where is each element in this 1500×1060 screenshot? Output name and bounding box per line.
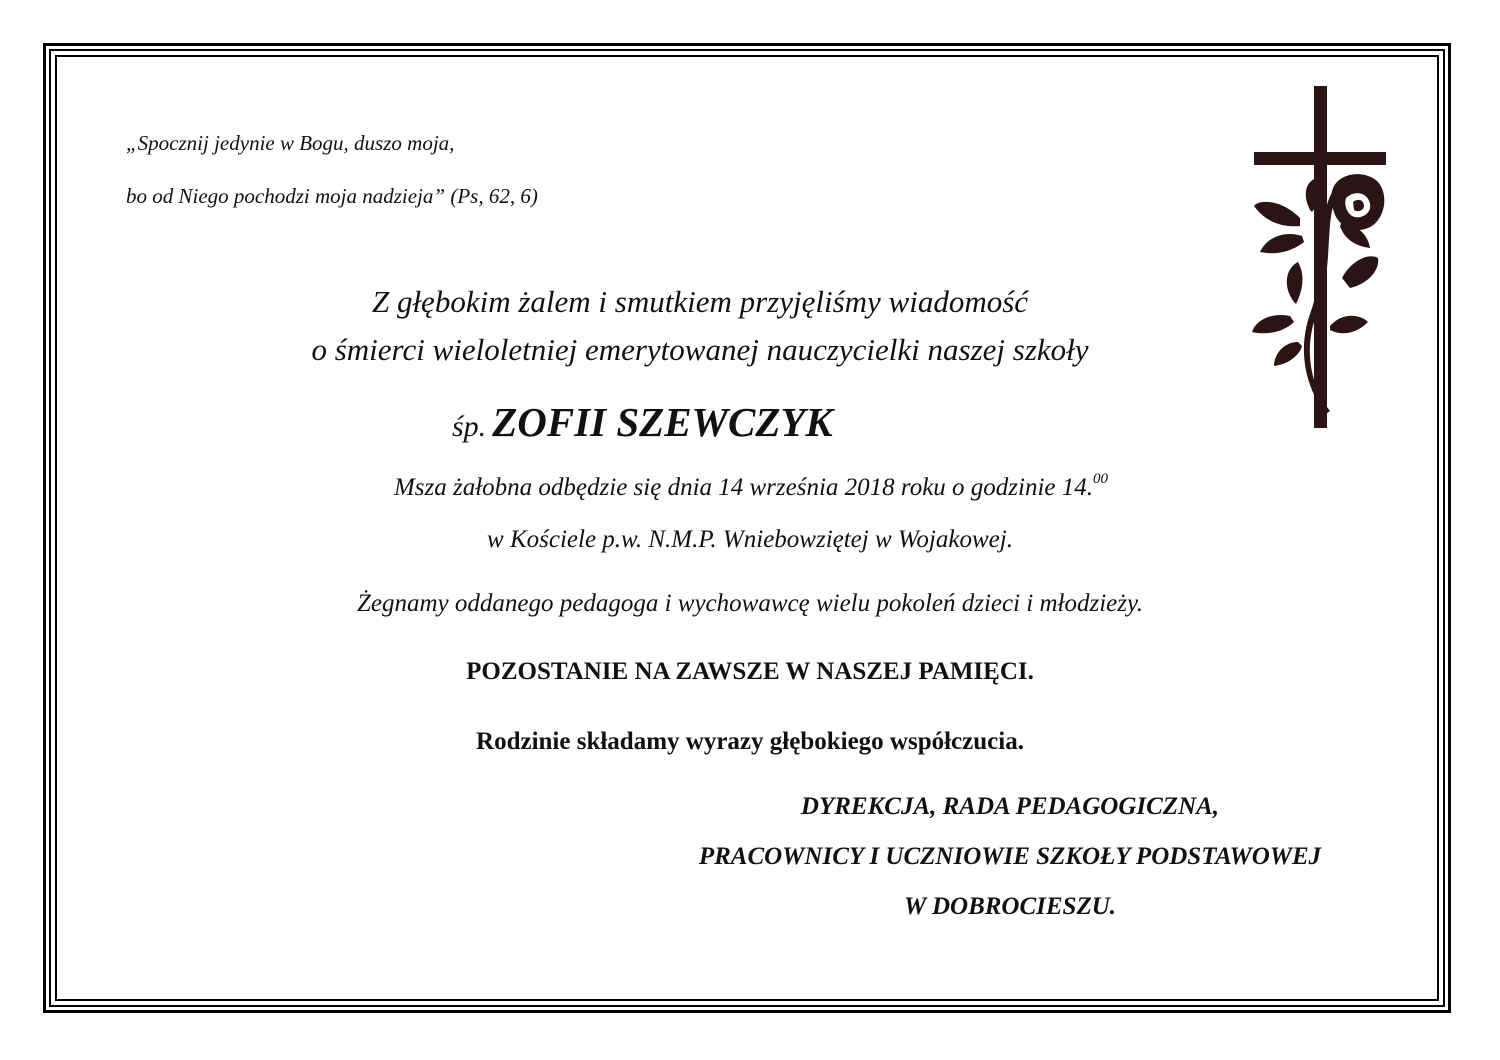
signature-line-2: PRACOWNICY I UCZNIOWIE SZKOŁY PODSTAWOWEJ (698, 843, 1322, 870)
leaf-5 (1287, 262, 1303, 304)
rose-bud (1342, 256, 1378, 288)
mass-time-minutes: 00 (1093, 471, 1109, 487)
announcement-line-1: Z głębokim żalem i smutkiem przyjęliśmy wiadomość (371, 284, 1029, 319)
farewell-text: Żegnamy oddanego pedagoga i wychowawcę wielu pokoleń dzieci i młodzieży. (357, 590, 1143, 617)
leaf-2 (1260, 234, 1304, 253)
signature-line-1: DYREKCJA, RADA PEDAGOGICZNA, (800, 793, 1220, 820)
deceased-name: ZOFII SZEWCZYK (492, 399, 833, 445)
announcement-line-2: o śmierci wieloletniej emerytowanej nauczycielki naszej szkoły (311, 332, 1089, 367)
leaf-6 (1274, 342, 1302, 366)
cross-horizontal-beam (1254, 152, 1386, 165)
quote-line-1: „Spocznij jedynie w Bogu, duszo moja, (126, 131, 455, 155)
leaf-1 (1254, 202, 1300, 226)
leaf-4 (1252, 315, 1294, 333)
signature-line-3: W DOBROCIESZU. (903, 893, 1117, 920)
memory-text: POZOSTANIE NA ZAWSZE W NASZEJ PAMIĘCI. (466, 658, 1034, 685)
condolences-text: Rodzinie składamy wyrazy głębokiego współczucia. (476, 728, 1024, 755)
leaf-7 (1330, 316, 1368, 334)
mass-line-1 (0, 471, 1500, 502)
quote-line-2: bo od Niego pochodzi moja nadzieja” (Ps, 62, 6) (126, 184, 538, 208)
deceased-name-line (452, 398, 833, 446)
mass-line-2: w Kościele p.w. N.M.P. Wniebowziętej w Wojakowej. (487, 526, 1013, 553)
mass-date-time: Msza żałobna odbędzie się dnia 14 września 2018 roku o godzinie 14. (393, 474, 1094, 501)
cross-with-rose-icon (1250, 86, 1390, 428)
deceased-prefix: śp. (452, 410, 487, 443)
